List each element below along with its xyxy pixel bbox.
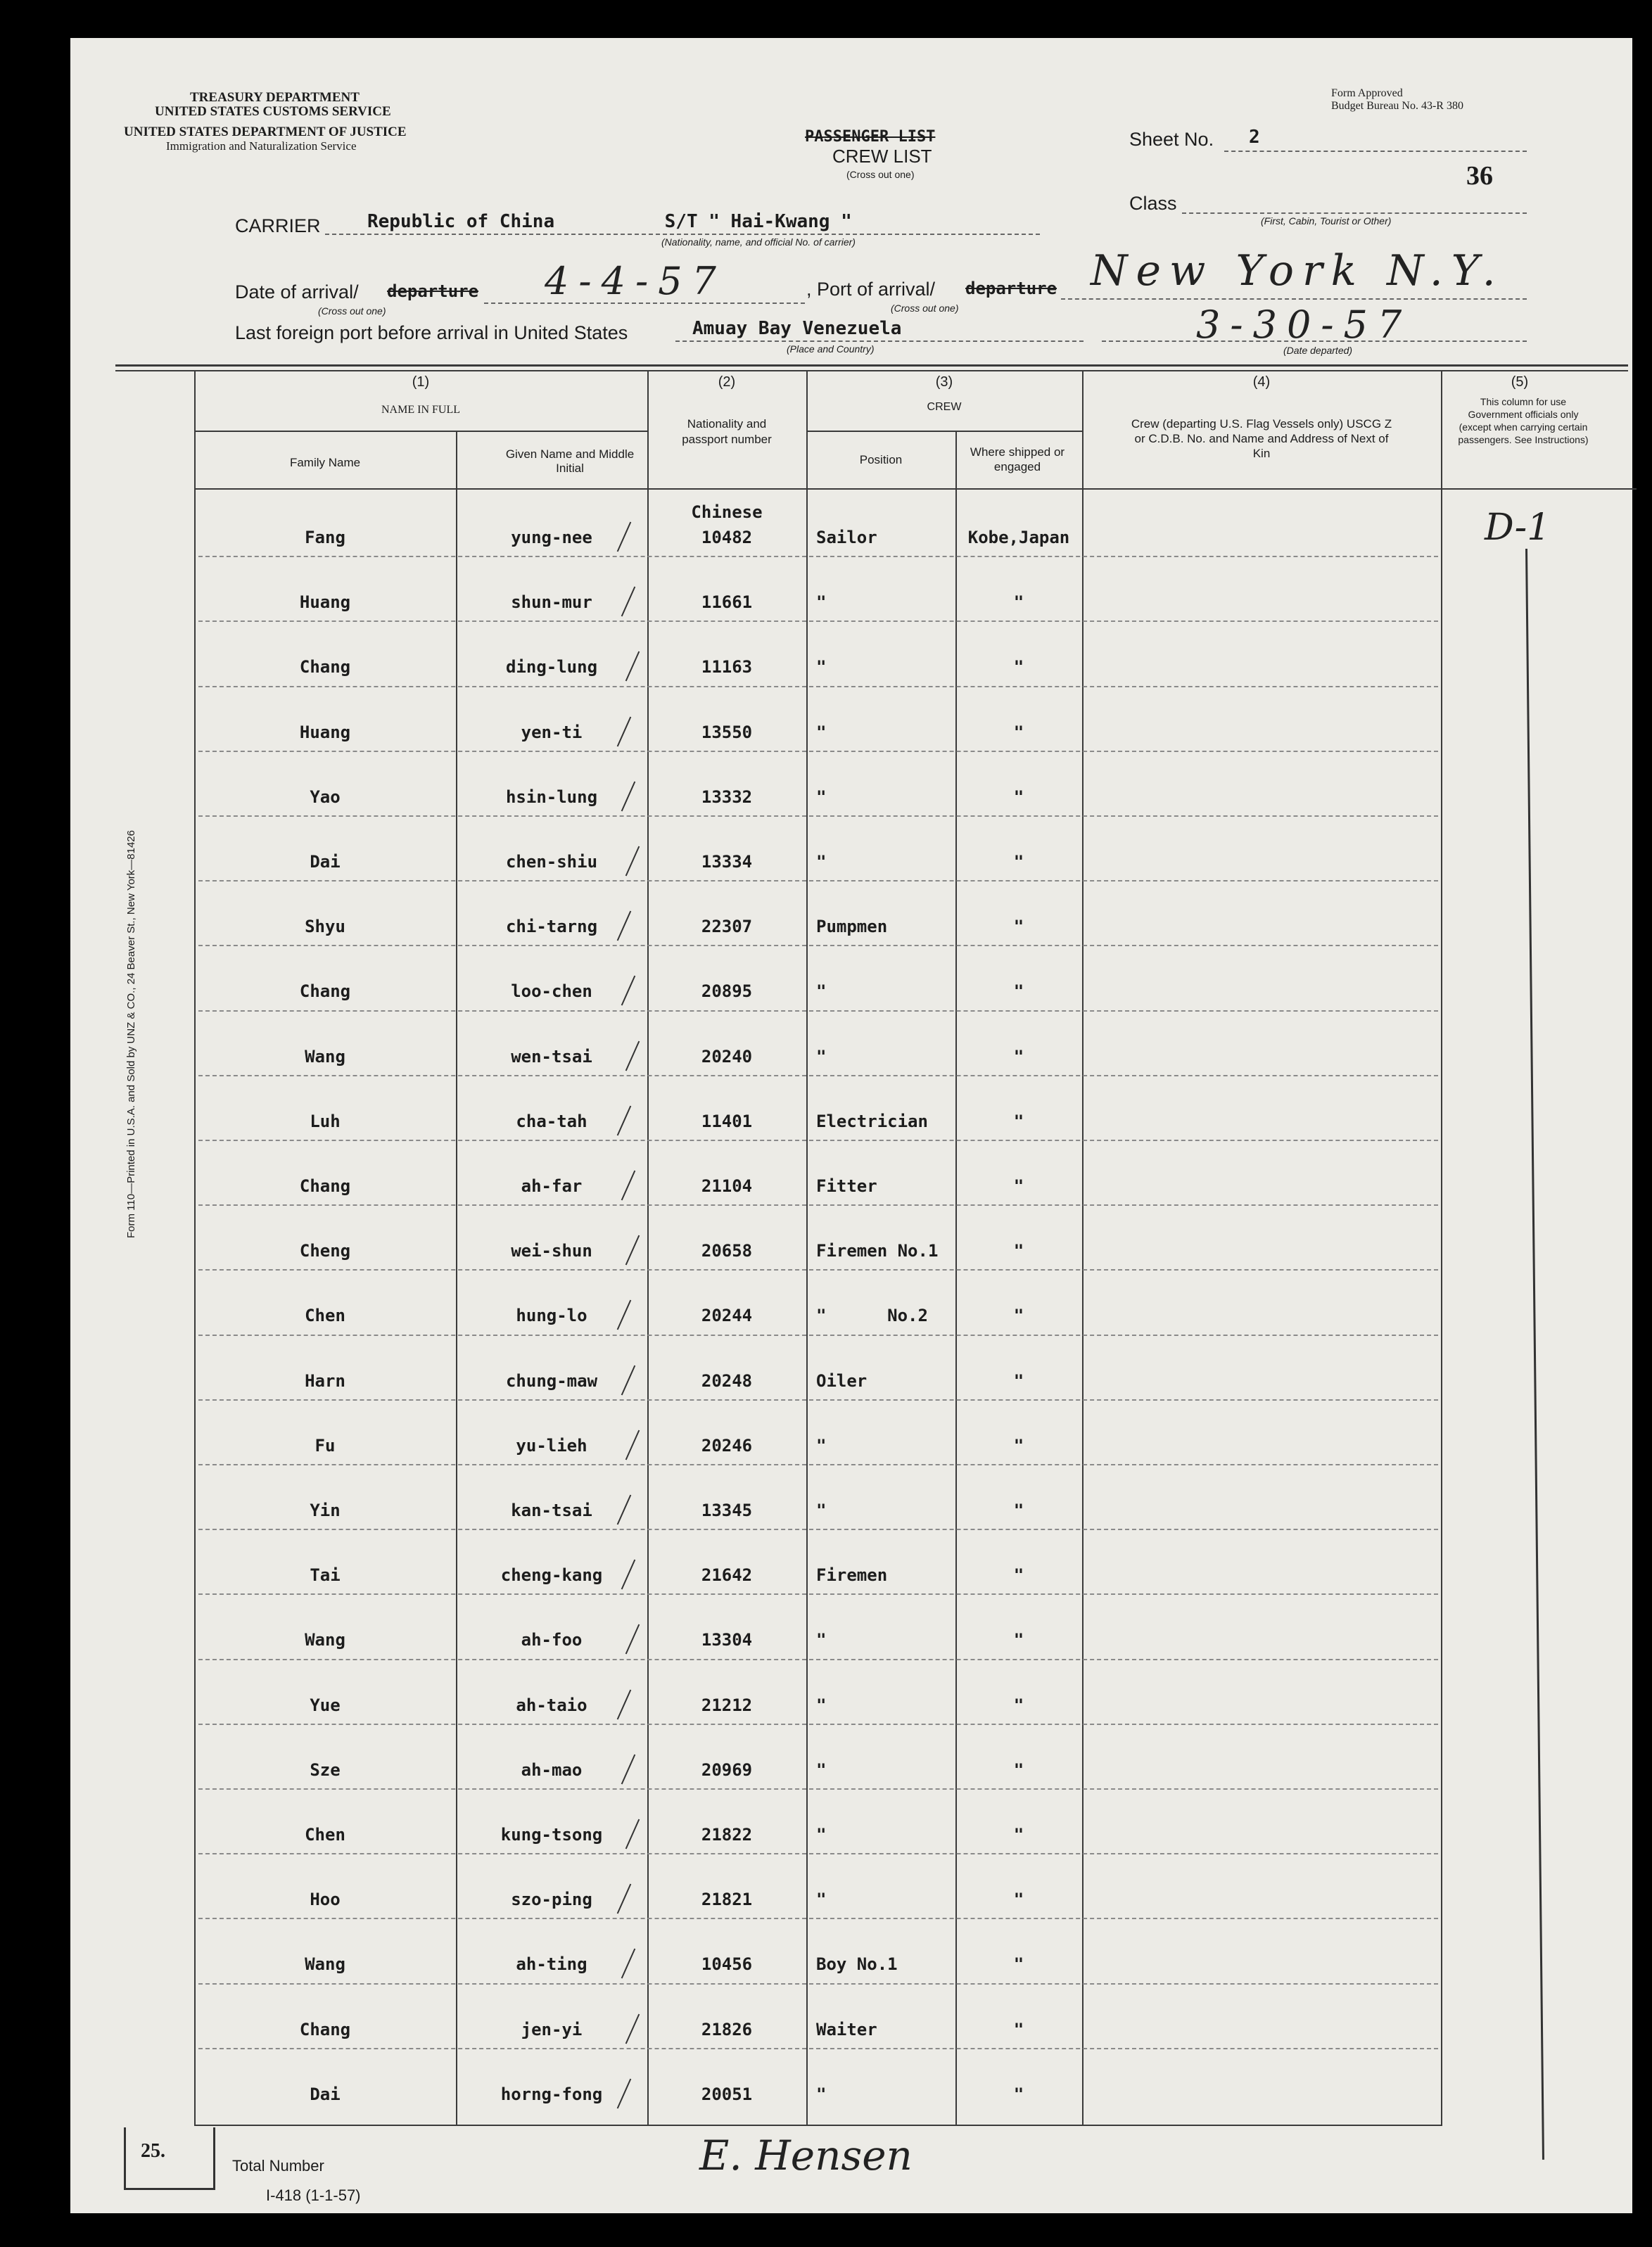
sheet-value: 2	[1249, 127, 1260, 148]
cell-given: cheng-kang	[500, 1565, 603, 1586]
row-separator	[198, 880, 1438, 881]
cell-passport: 21212	[701, 1695, 753, 1715]
cell-position: "	[816, 787, 827, 807]
signature: E. Hensen	[699, 2132, 913, 2179]
form-approved: Form Approved	[1331, 87, 1403, 99]
cell-family: Chang	[299, 2019, 351, 2039]
row-separator	[198, 1659, 1438, 1660]
row-separator	[198, 1464, 1438, 1465]
cell-given: kung-tsong	[500, 1825, 603, 1845]
cell-given: szo-ping	[511, 1890, 592, 1910]
cell-family: Dai	[310, 2084, 341, 2104]
cell-where: "	[1013, 2084, 1024, 2104]
cell-position: Waiter	[816, 2019, 877, 2039]
cell-passport: 20658	[701, 1241, 753, 1261]
cell-passport: 21642	[701, 1565, 753, 1586]
cell-given: ah-far	[521, 1176, 583, 1196]
cell-family: Yue	[310, 1695, 341, 1715]
cell-given: ah-ting	[516, 1954, 587, 1975]
cell-where: "	[1013, 657, 1024, 677]
cell-where: "	[1013, 852, 1024, 872]
row-separator	[198, 1724, 1438, 1725]
dept-line-2: UNITED STATES CUSTOMS SERVICE	[155, 104, 391, 119]
cell-passport: 20895	[701, 981, 753, 1002]
cell-given: horng-fong	[500, 2084, 603, 2104]
cell-given: shun-mur	[511, 592, 592, 613]
cell-passport: 11661	[701, 592, 753, 613]
cell-passport: 20240	[701, 1046, 753, 1067]
cell-position: "	[816, 1630, 827, 1650]
cell-passport: 21822	[701, 1825, 753, 1845]
port-label: , Port of arrival/	[806, 279, 936, 300]
cell-passport: 13304	[701, 1630, 753, 1650]
row-separator	[198, 1399, 1438, 1401]
cell-passport: 20246	[701, 1435, 753, 1456]
arrival-label: Date of arrival/	[235, 281, 359, 303]
row-separator	[198, 1983, 1438, 1985]
row-separator	[198, 686, 1438, 687]
dept-line-1: TREASURY DEPARTMENT	[190, 90, 360, 105]
cell-where: "	[1013, 787, 1024, 807]
cell-passport: 11401	[701, 1111, 753, 1131]
arrival-note: (Cross out one)	[318, 305, 386, 317]
cell-where: "	[1013, 1501, 1024, 1520]
cell-where: Kobe,Japan	[967, 528, 1070, 547]
cell-passport: 10456	[701, 1954, 753, 1975]
row-separator	[198, 1788, 1438, 1790]
cell-position: "	[816, 592, 827, 613]
cell-position: Firemen	[816, 1565, 888, 1586]
port-note: (Cross out one)	[891, 303, 959, 314]
form-number: I-418 (1-1-57)	[266, 2186, 361, 2204]
col2-number: (2)	[718, 374, 736, 390]
cell-passport: 13332	[701, 787, 753, 807]
cell-passport: 22307	[701, 917, 753, 937]
port-value: New York N.Y.	[1091, 246, 1504, 295]
cell-given: yu-lieh	[516, 1435, 587, 1456]
cell-family: Wang	[305, 1954, 345, 1975]
carrier-label: CARRIER	[235, 215, 321, 236]
col-family-header: Family Name	[289, 456, 361, 469]
cell-where: "	[1013, 1565, 1024, 1586]
row-separator	[198, 1853, 1438, 1854]
cell-given: ah-foo	[521, 1630, 583, 1650]
cell-where: "	[1013, 1825, 1024, 1845]
total-label: Total Number	[232, 2157, 324, 2175]
cell-where: "	[1013, 1306, 1024, 1326]
printer-note: Form 110—Printed in U.S.A. and Sold by UNZ & CO., 24 Beaver St., New York—81426	[125, 830, 137, 1238]
cell-given: chi-tarng	[505, 917, 598, 937]
cell-where: "	[1013, 722, 1024, 742]
arrival-struck: departure	[387, 281, 479, 301]
cell-where: "	[1013, 592, 1024, 613]
cell-position: "	[816, 981, 827, 1002]
col-given-header: Given Name and Middle Initial	[505, 447, 635, 475]
cell-given: hsin-lung	[505, 787, 598, 807]
cell-where: "	[1013, 1176, 1024, 1196]
cell-family: Huang	[299, 722, 351, 742]
cell-given: jen-yi	[521, 2019, 583, 2039]
cell-nationality: Chinese	[691, 502, 763, 522]
col1-title: NAME IN FULL	[381, 404, 460, 416]
col3-title: CREW	[927, 401, 962, 413]
cell-family: Luh	[310, 1111, 341, 1131]
col5-number: (5)	[1511, 374, 1529, 390]
row-separator	[198, 556, 1438, 557]
sheet-label: Sheet No.	[1129, 129, 1214, 150]
cell-position: "	[816, 1890, 827, 1910]
cell-position: "	[816, 1046, 827, 1067]
official-mark: D-1	[1485, 507, 1551, 549]
title: CREW LIST	[832, 146, 932, 167]
cell-where: "	[1013, 1890, 1024, 1910]
row-separator	[198, 2048, 1438, 2049]
cell-passport: 21826	[701, 2019, 753, 2039]
cell-where: "	[1013, 1759, 1024, 1780]
col2-title: Nationality and passport number	[682, 417, 772, 446]
row-separator	[198, 1269, 1438, 1271]
row-separator	[198, 1529, 1438, 1530]
class-label: Class	[1129, 193, 1177, 214]
row-separator	[198, 1593, 1438, 1595]
cell-position: Sailor	[816, 528, 877, 547]
cell-position: " No.2	[816, 1306, 928, 1326]
col4-title: Crew (departing U.S. Flag Vessels only) USCG Z or C.D.B. No. and Name and Address of Next of Kin	[1131, 417, 1392, 460]
cell-position: Pumpmen	[816, 917, 888, 937]
cell-where: "	[1013, 981, 1024, 1002]
cell-given: loo-chen	[511, 981, 592, 1002]
cell-passport: 10482	[701, 528, 753, 547]
row-separator	[198, 1335, 1438, 1336]
date-departed-value: 3-30-57	[1196, 303, 1412, 347]
port-struck: departure	[965, 279, 1057, 298]
cell-passport: 13345	[701, 1501, 753, 1520]
cell-given: yung-nee	[511, 528, 592, 547]
cell-family: Wang	[305, 1046, 345, 1067]
arrival-value: 4-4-57	[545, 259, 726, 303]
cell-position: "	[816, 1825, 827, 1845]
cell-family: Shyu	[305, 917, 345, 937]
budget-bureau: Budget Bureau No. 43-R 380	[1331, 100, 1463, 112]
cell-given: yen-ti	[521, 722, 583, 742]
dept-line-3: UNITED STATES DEPARTMENT OF JUSTICE	[124, 125, 407, 139]
cell-family: Chen	[305, 1825, 345, 1845]
cell-where: "	[1013, 1954, 1024, 1975]
row-separator	[198, 1140, 1438, 1141]
cell-position: Boy No.1	[816, 1954, 898, 1975]
dept-line-4: Immigration and Naturalization Service	[166, 139, 357, 153]
cell-family: Wang	[305, 1630, 345, 1650]
cell-passport: 21821	[701, 1890, 753, 1910]
cell-where: "	[1013, 917, 1024, 937]
cell-where: "	[1013, 1370, 1024, 1391]
cell-given: wen-tsai	[511, 1046, 592, 1067]
cell-passport: 20969	[701, 1759, 753, 1780]
cell-position: "	[816, 2084, 827, 2104]
row-separator	[198, 1918, 1438, 1919]
total-box	[124, 2127, 215, 2190]
cell-position: Electrician	[816, 1111, 928, 1131]
cell-position: "	[816, 852, 827, 872]
cell-passport: 11163	[701, 657, 753, 677]
row-separator	[198, 751, 1438, 752]
cell-position: "	[816, 1501, 827, 1520]
col5-title: This column for use Government officials only (except when carrying certain passengers. See Instructions)	[1458, 396, 1589, 445]
cell-position: "	[816, 657, 827, 677]
cell-family: Hoo	[310, 1890, 341, 1910]
cell-position: Fitter	[816, 1176, 877, 1196]
cell-family: Chang	[299, 981, 351, 1002]
cell-given: ding-lung	[505, 657, 598, 677]
cell-family: Tai	[310, 1565, 341, 1586]
class-note: (First, Cabin, Tourist or Other)	[1261, 215, 1392, 227]
cell-family: Fang	[305, 528, 345, 547]
last-port-label: Last foreign port before arrival in United States	[235, 322, 628, 343]
cell-given: ah-mao	[521, 1759, 583, 1780]
row-separator	[198, 1075, 1438, 1076]
row-separator	[198, 1204, 1438, 1206]
cell-passport: 21104	[701, 1176, 753, 1196]
cell-passport: 13334	[701, 852, 753, 872]
cell-position: Oiler	[816, 1370, 868, 1391]
cell-passport: 20051	[701, 2084, 753, 2104]
cell-family: Harn	[305, 1370, 345, 1391]
cell-position: "	[816, 722, 827, 742]
last-port-note: (Place and Country)	[787, 343, 875, 355]
cell-where: "	[1013, 1695, 1024, 1715]
cell-where: "	[1013, 2019, 1024, 2039]
cell-family: Yin	[310, 1501, 341, 1520]
cell-where: "	[1013, 1241, 1024, 1261]
title-struck: PASSENGER LIST	[805, 128, 936, 146]
cell-where: "	[1013, 1111, 1024, 1131]
last-port-value: Amuay Bay Venezuela	[692, 318, 902, 339]
col3-number: (3)	[935, 374, 953, 390]
cell-where: "	[1013, 1435, 1024, 1456]
col1-number: (1)	[412, 374, 430, 390]
cell-family: Chang	[299, 657, 351, 677]
date-departed-note: (Date departed)	[1283, 345, 1353, 356]
cell-position: "	[816, 1435, 827, 1456]
cell-passport: 20248	[701, 1370, 753, 1391]
cell-given: hung-lo	[516, 1306, 587, 1326]
cell-family: Yao	[310, 787, 341, 807]
cell-family: Sze	[310, 1759, 341, 1780]
cell-family: Fu	[314, 1435, 336, 1456]
cell-family: Chang	[299, 1176, 351, 1196]
page-number: 36	[1466, 161, 1493, 191]
row-separator	[198, 815, 1438, 817]
cell-family: Huang	[299, 592, 351, 613]
carrier-value: Republic of China S/T " Hai-Kwang "	[367, 211, 852, 232]
cell-family: Dai	[310, 852, 341, 872]
col4-number: (4)	[1252, 374, 1271, 390]
col-where-header: Where shipped or engaged	[970, 445, 1065, 473]
cell-passport: 13550	[701, 722, 753, 742]
total-value: 25.	[141, 2140, 165, 2162]
row-separator	[198, 620, 1438, 622]
row-separator	[198, 1010, 1438, 1012]
cell-where: "	[1013, 1046, 1024, 1067]
cell-passport: 20244	[701, 1306, 753, 1326]
cell-position: "	[816, 1759, 827, 1780]
cell-given: chen-shiu	[505, 852, 598, 872]
cell-family: Chen	[305, 1306, 345, 1326]
cell-given: chung-maw	[505, 1370, 598, 1391]
cell-position: Firemen No.1	[816, 1241, 939, 1261]
cell-where: "	[1013, 1630, 1024, 1650]
cell-position: "	[816, 1695, 827, 1715]
cell-given: wei-shun	[511, 1241, 592, 1261]
cell-given: cha-tah	[516, 1111, 587, 1131]
carrier-note: (Nationality, name, and official No. of carrier)	[661, 236, 856, 248]
cell-family: Cheng	[299, 1241, 351, 1261]
title-note: (Cross out one)	[846, 169, 915, 180]
col-position-header: Position	[859, 453, 903, 466]
row-separator	[198, 945, 1438, 946]
cell-given: ah-taio	[516, 1695, 587, 1715]
cell-given: kan-tsai	[511, 1501, 592, 1520]
